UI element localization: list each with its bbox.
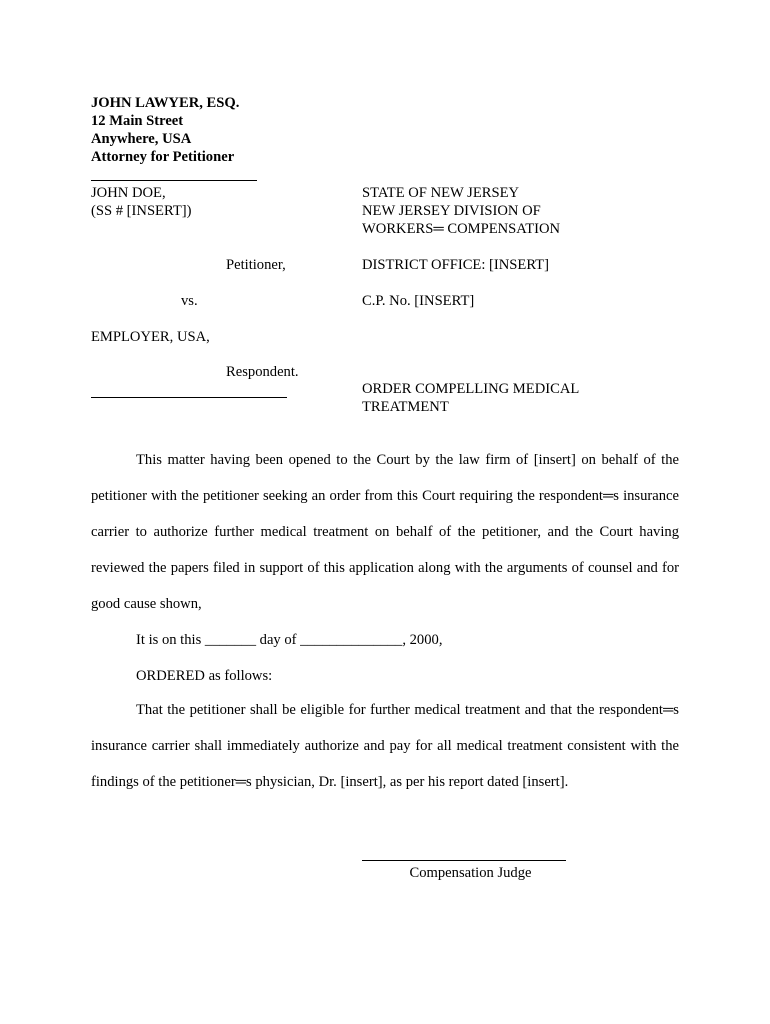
signature-label: Compensation Judge [409, 865, 532, 881]
court-line-2: NEW JERSEY DIVISION OF [362, 203, 541, 219]
respondent-name: EMPLOYER, USA, [91, 329, 210, 345]
district-office: DISTRICT OFFICE: [INSERT] [362, 257, 549, 273]
order-title-line-2: TREATMENT [362, 399, 449, 415]
court-line-3: WORKERS═ COMPENSATION [362, 221, 561, 237]
date-line: It is on this _______ day of ______________, 2000, [136, 632, 443, 648]
versus-label: vs. [181, 293, 198, 309]
petitioner-name: JOHN DOE, [91, 185, 166, 201]
body-paragraph-1: This matter having been opened to the Court by the law firm of [insert] on behalf of the petitioner with the petitioner seeking an order from this Court requiring the respondent═s insurance carrier to authorize further medical treatment on behalf of the petitioner, and the Court having reviewed the papers filed in support of this application along with the arguments of counsel and for good cause shown, [91, 452, 679, 612]
attorney-city: Anywhere, USA [91, 131, 192, 147]
respondent-label: Respondent. [226, 364, 299, 380]
caption-underline [91, 397, 287, 398]
attorney-underline [91, 180, 257, 181]
attorney-role: Attorney for Petitioner [91, 149, 235, 165]
petitioner-label: Petitioner, [226, 257, 286, 273]
body-paragraph-2: That the petitioner shall be eligible for further medical treatment and that the respondent═s insurance carrier shall immediately authorize and pay for all medical treatment consistent with the findings of the petitioner═s physician, Dr. [insert], as per his report dated [insert]. [91, 702, 679, 790]
attorney-street: 12 Main Street [91, 113, 184, 129]
petitioner-ss: (SS # [INSERT]) [91, 203, 192, 219]
order-title-line-1: ORDER COMPELLING MEDICAL [362, 381, 580, 397]
ordered-heading: ORDERED as follows: [136, 668, 273, 684]
cp-number: C.P. No. [INSERT] [362, 293, 475, 309]
attorney-name: JOHN LAWYER, ESQ. [91, 95, 240, 111]
signature-line [362, 860, 566, 861]
court-line-1: STATE OF NEW JERSEY [362, 185, 520, 201]
